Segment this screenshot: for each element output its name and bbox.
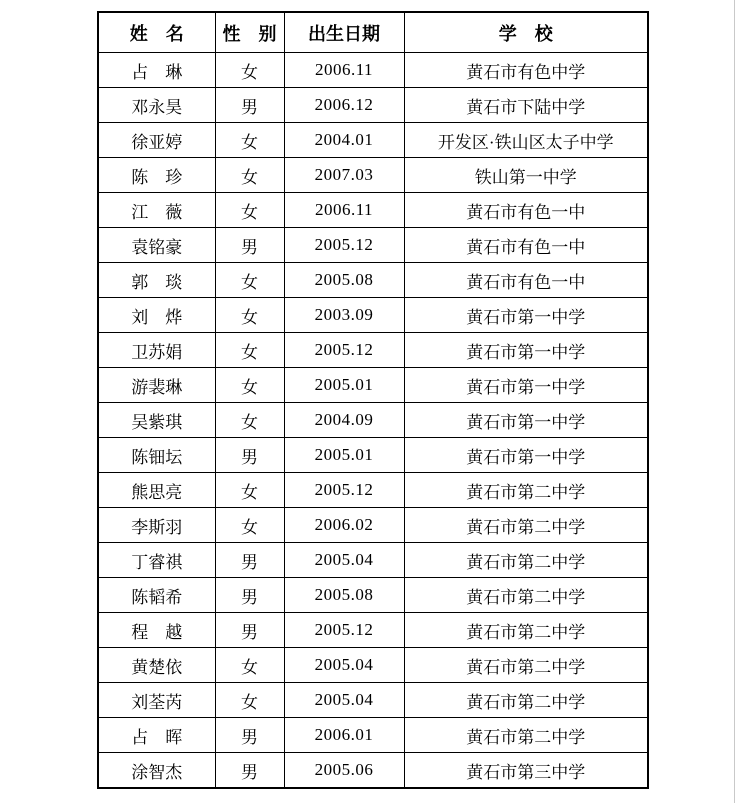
school-cell: 黄石市第一中学: [404, 298, 648, 333]
school-cell: 开发区·铁山区太子中学: [404, 123, 648, 158]
name-cell: 邓永昊: [98, 88, 215, 123]
name-cell: 李斯羽: [98, 508, 215, 543]
school-cell: 黄石市第二中学: [404, 508, 648, 543]
gender-cell: 女: [215, 298, 284, 333]
birthdate-cell: 2005.08: [284, 578, 404, 613]
birthdate-cell: 2005.04: [284, 648, 404, 683]
gender-cell: 男: [215, 438, 284, 473]
table-row: [98, 53, 648, 88]
table-row: [98, 263, 648, 298]
birthdate-cell: 2005.04: [284, 683, 404, 718]
table-row: [98, 473, 648, 508]
header-gender: 性 别: [215, 12, 284, 53]
birthdate-cell: 2005.08: [284, 263, 404, 298]
table-row: [98, 298, 648, 333]
school-cell: 黄石市下陆中学: [404, 88, 648, 123]
school-cell: 黄石市有色一中: [404, 263, 648, 298]
name-cell: 丁睿祺: [98, 543, 215, 578]
name-cell: 吴紫琪: [98, 403, 215, 438]
birthdate-cell: 2005.06: [284, 753, 404, 789]
gender-cell: 男: [215, 228, 284, 263]
table-row: [98, 578, 648, 613]
name-cell: 程 越: [98, 613, 215, 648]
table-row: [98, 753, 648, 789]
school-cell: 黄石市第二中学: [404, 648, 648, 683]
header-row: [98, 12, 648, 53]
school-cell: 黄石市第一中学: [404, 403, 648, 438]
header-school: 学 校: [404, 12, 648, 53]
school-cell: 黄石市第二中学: [404, 683, 648, 718]
birthdate-cell: 2006.11: [284, 53, 404, 88]
name-cell: 徐亚婷: [98, 123, 215, 158]
birthdate-cell: 2005.01: [284, 368, 404, 403]
birthdate-cell: 2006.11: [284, 193, 404, 228]
gender-cell: 男: [215, 753, 284, 789]
name-cell: 占 晖: [98, 718, 215, 753]
birthdate-cell: 2005.12: [284, 473, 404, 508]
birthdate-cell: 2003.09: [284, 298, 404, 333]
school-cell: 黄石市第三中学: [404, 753, 648, 789]
gender-cell: 女: [215, 53, 284, 88]
table-row: [98, 438, 648, 473]
name-cell: 陈 珍: [98, 158, 215, 193]
name-cell: 游裴琳: [98, 368, 215, 403]
gender-cell: 女: [215, 683, 284, 718]
birthdate-cell: 2006.02: [284, 508, 404, 543]
table-row: [98, 123, 648, 158]
gender-cell: 女: [215, 193, 284, 228]
birthdate-cell: 2005.01: [284, 438, 404, 473]
school-cell: 黄石市第二中学: [404, 473, 648, 508]
name-cell: 江 薇: [98, 193, 215, 228]
table-row: [98, 508, 648, 543]
gender-cell: 女: [215, 403, 284, 438]
school-cell: 黄石市第一中学: [404, 368, 648, 403]
roster-body: [98, 53, 648, 789]
birthdate-cell: 2005.12: [284, 333, 404, 368]
gender-cell: 男: [215, 543, 284, 578]
table-row: [98, 228, 648, 263]
school-cell: 黄石市有色一中: [404, 228, 648, 263]
school-cell: 黄石市第二中学: [404, 578, 648, 613]
school-cell: 黄石市第二中学: [404, 718, 648, 753]
school-cell: 黄石市第二中学: [404, 613, 648, 648]
table-row: [98, 88, 648, 123]
name-cell: 涂智杰: [98, 753, 215, 789]
school-cell: 黄石市有色中学: [404, 53, 648, 88]
birthdate-cell: 2005.12: [284, 613, 404, 648]
gender-cell: 男: [215, 718, 284, 753]
gender-cell: 女: [215, 263, 284, 298]
table-row: [98, 683, 648, 718]
birthdate-cell: 2005.12: [284, 228, 404, 263]
gender-cell: 女: [215, 473, 284, 508]
name-cell: 郭 琰: [98, 263, 215, 298]
name-cell: 陈钿坛: [98, 438, 215, 473]
table-row: [98, 613, 648, 648]
gender-cell: 女: [215, 648, 284, 683]
birthdate-cell: 2006.12: [284, 88, 404, 123]
student-roster-table: [97, 11, 649, 789]
school-cell: 黄石市有色一中: [404, 193, 648, 228]
gender-cell: 女: [215, 368, 284, 403]
gender-cell: 男: [215, 613, 284, 648]
school-cell: 黄石市第一中学: [404, 333, 648, 368]
birthdate-cell: 2005.04: [284, 543, 404, 578]
birthdate-cell: 2006.01: [284, 718, 404, 753]
table-row: [98, 718, 648, 753]
school-cell: 铁山第一中学: [404, 158, 648, 193]
gender-cell: 女: [215, 333, 284, 368]
gender-cell: 女: [215, 123, 284, 158]
gender-cell: 男: [215, 88, 284, 123]
name-cell: 刘 烨: [98, 298, 215, 333]
name-cell: 刘荃芮: [98, 683, 215, 718]
table-row: [98, 403, 648, 438]
gender-cell: 男: [215, 578, 284, 613]
header-birthdate: 出生日期: [284, 12, 404, 53]
table-row: [98, 158, 648, 193]
name-cell: 陈韬希: [98, 578, 215, 613]
table-row: [98, 368, 648, 403]
table-row: [98, 193, 648, 228]
school-cell: 黄石市第一中学: [404, 438, 648, 473]
gender-cell: 女: [215, 508, 284, 543]
name-cell: 黄楚依: [98, 648, 215, 683]
school-cell: 黄石市第二中学: [404, 543, 648, 578]
birthdate-cell: 2007.03: [284, 158, 404, 193]
header-name: 姓 名: [98, 12, 215, 53]
birthdate-cell: 2004.09: [284, 403, 404, 438]
table-row: [98, 648, 648, 683]
birthdate-cell: 2004.01: [284, 123, 404, 158]
name-cell: 袁铭豪: [98, 228, 215, 263]
gender-cell: 女: [215, 158, 284, 193]
table-row: [98, 543, 648, 578]
name-cell: 熊思亮: [98, 473, 215, 508]
name-cell: 卫苏娟: [98, 333, 215, 368]
table-row: [98, 333, 648, 368]
name-cell: 占 琳: [98, 53, 215, 88]
